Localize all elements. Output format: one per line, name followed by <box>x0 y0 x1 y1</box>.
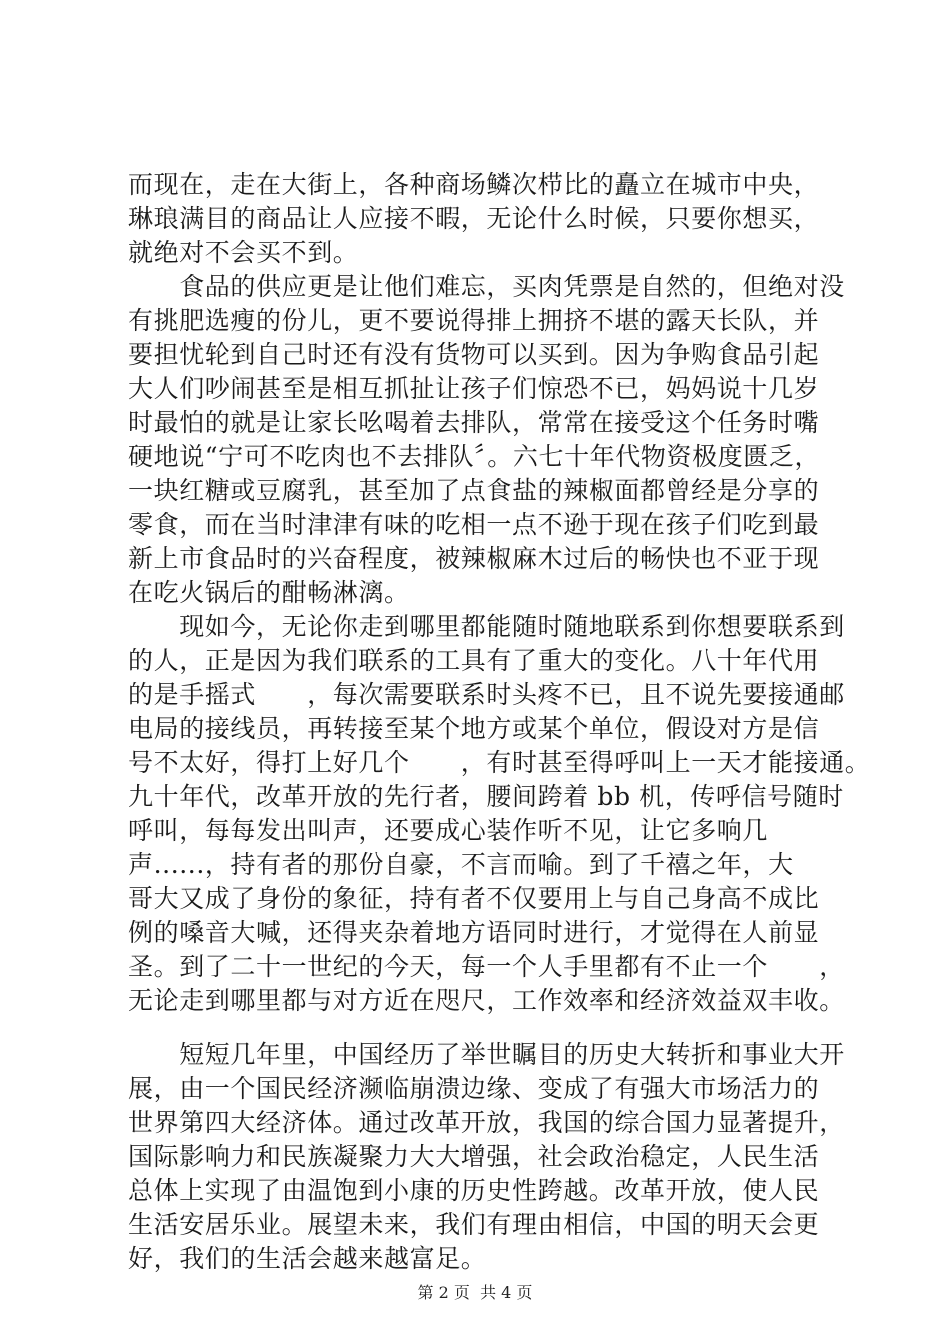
text-line: 展，由一个国民经济濒临崩溃边缘、变成了有强大市场活力的 <box>128 1074 820 1103</box>
text-line: 总体上实现了由温饱到小康的历史性跨越。改革开放，使人民 <box>128 1176 820 1205</box>
text-line: 生活安居乐业。展望未来，我们有理由相信，中国的明天会更 <box>128 1210 820 1239</box>
page-footer: 第 2 页 共 4 页 <box>417 1283 533 1302</box>
text-line: 而现在，走在大街上，各种商场鳞次栉比的矗立在城市中央， <box>128 170 820 199</box>
text-line: 零食，而在当时津津有味的吃相一点不逊于现在孩子们吃到最 <box>128 510 820 539</box>
text-line: 例的嗓音大喊，还得夹杂着地方语同时进行，才觉得在人前显 <box>128 918 820 947</box>
text-line: 哥大又成了身份的象征，持有者不仅要用上与自己身高不成比 <box>128 884 820 913</box>
text-line: 的是手摇式 ，每次需要联系时头疼不已，且不说先要接通邮 <box>128 680 845 709</box>
text-line: 号不太好，得打上好几个 ，有时甚至得呼叫上一天才能接通。 <box>128 748 871 777</box>
text-line: 好，我们的生活会越来越富足。 <box>128 1244 487 1273</box>
text-line: 的人，正是因为我们联系的工具有了重大的变化。八十年代用 <box>128 646 820 675</box>
text-line: 声......，持有者的那份自豪，不言而喻。到了千禧之年，大 <box>128 850 794 879</box>
text-line: 圣。到了二十一世纪的今天，每一个人手里都有不止一个 ， <box>128 952 845 981</box>
text-line: 电局的接线员，再转接至某个地方或某个单位，假设对方是信 <box>128 714 820 743</box>
text-line: 硬地说“宁可不吃肉也不去排队〞。六七十年代物资极度匮乏， <box>128 442 821 471</box>
text-line: 在吃火锅后的酣畅淋漓。 <box>128 578 410 607</box>
text-line: 大人们吵闹甚至是相互抓扯让孩子们惊恐不已，妈妈说十几岁 <box>128 374 820 403</box>
text-line: 世界第四大经济体。通过改革开放，我国的综合国力显著提升， <box>128 1108 845 1137</box>
text-line: 要担忧轮到自己时还有没有货物可以买到。因为争购食品引起 <box>128 340 820 369</box>
text-line: 短短几年里，中国经历了举世瞩目的历史大转折和事业大开 <box>128 1040 845 1069</box>
text-line: 呼叫，每每发出叫声，还要成心装作听不见，让它多响几 <box>128 816 769 845</box>
text-line: 食品的供应更是让他们难忘，买肉凭票是自然的，但绝对没 <box>128 272 845 301</box>
text-line: 现如今，无论你走到哪里都能随时随地联系到你想要联系到 <box>128 612 845 641</box>
text-line: 一块红糖或豆腐乳，甚至加了点食盐的辣椒面都曾经是分享的 <box>128 476 820 505</box>
text-line: 九十年代，改革开放的先行者，腰间跨着 bb 机，传呼信号随时 <box>128 782 844 811</box>
text-line: 就绝对不会买不到。 <box>128 238 359 267</box>
text-line: 时最怕的就是让家长吆喝着去排队，常常在接受这个任务时嘴 <box>128 408 820 437</box>
text-line: 国际影响力和民族凝聚力大大增强，社会政治稳定，人民生活 <box>128 1142 820 1171</box>
text-line: 无论走到哪里都与对方近在咫尺，工作效率和经济效益双丰收。 <box>128 986 845 1015</box>
text-line: 琳琅满目的商品让人应接不暇，无论什么时候，只要你想买， <box>128 204 820 233</box>
text-line: 有挑肥选瘦的份儿，更不要说得排上拥挤不堪的露天长队，并 <box>128 306 820 335</box>
text-line: 新上市食品时的兴奋程度，被辣椒麻木过后的畅快也不亚于现 <box>128 544 820 573</box>
